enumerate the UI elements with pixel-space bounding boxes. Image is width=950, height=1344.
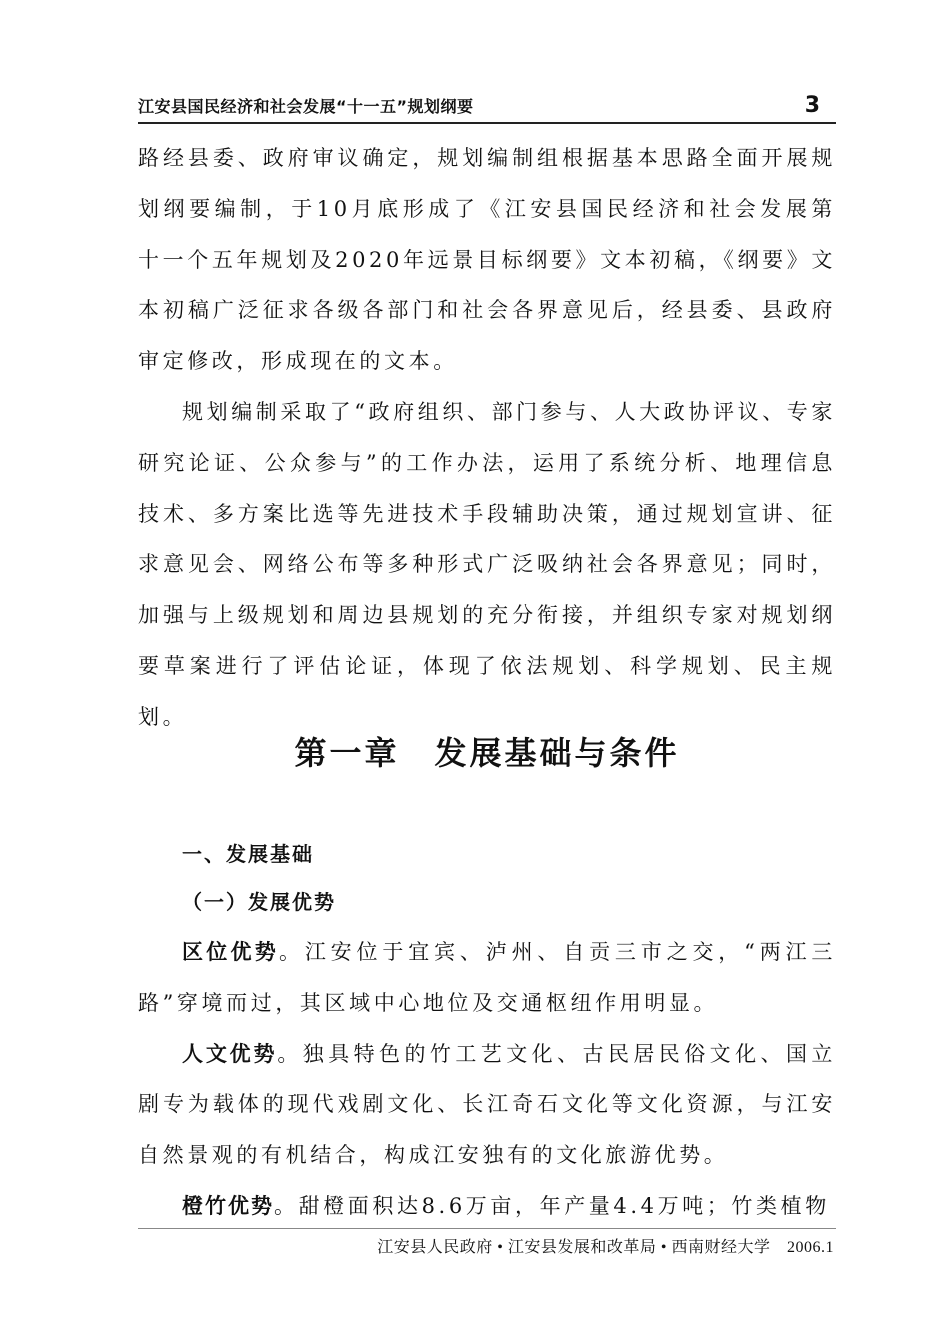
footer-text: 江安县人民政府 • 江安县发展和改革局 • 西南财经大学 2006.1 [377,1239,834,1256]
intro-paragraph-2: 规划编制采取了“政府组织、部门参与、人大政协评议、专家研究论证、公众参与”的工作办法，运用了系统分析、地理信息技术、多方案比选等先进技术手段辅助决策，通过规划宣讲、征求意见会、网络公布等多种形式广泛吸纳社会各界意见；同时，加强与上级规划和周边县规划的充分衔接，并组织专家对规划纲要草案进行了评估论证，体现了依法规划、科学规划、民主规划。 [138,399,836,729]
subsection-title: （一）发展优势 [182,890,336,914]
document-title: 江安县国民经济和社会发展“十一五”规划纲要 [138,97,474,116]
advantage-lead: 区位优势 [182,940,279,964]
section-title: 一、发展基础 [182,842,314,866]
intro-paragraph-1: 路经县委、政府审议确定，规划编制组根据基本思路全面开展规划纲要编制，于10月底形成了《江安县国民经济和社会发展第十一个五年规划及2020年远景目标纲要》文本初稿，《纲要》文本初稿广泛征求各级各部门和社会各界意见后，经县委、县政府审定修改，形成现在的文本。 [138,146,836,374]
advantage-text: 。独具特色的竹工艺文化、古民居民俗文化、国立剧专为载体的现代戏剧文化、长江奇石文化等文化资源，与江安自然景观的有机结合，构成江安独有的文化旅游优势。 [138,1041,836,1168]
advantage-location [138,927,836,1029]
intro-text [138,133,836,743]
page-number: 3 [804,93,820,118]
page-header [138,90,836,124]
footer-divider [138,1228,836,1229]
advantage-lead: 橙竹优势 [182,1193,274,1218]
advantages-list [138,927,836,1232]
advantage-lead: 人文优势 [182,1041,278,1066]
advantage-text: 。甜橙面积达8.6万亩，年产量4.4万吨；竹类植物 [274,1193,830,1218]
advantage-text: 。江安位于宜宾、泸州、自贡三市之交，“两江三路”穿境而过，其区域中心地位及交通枢纽作用明显。 [138,940,837,1015]
chapter-title: 第一章 发展基础与条件 [294,734,680,772]
advantage-orange-bamboo [138,1181,836,1232]
advantage-culture [138,1029,836,1181]
